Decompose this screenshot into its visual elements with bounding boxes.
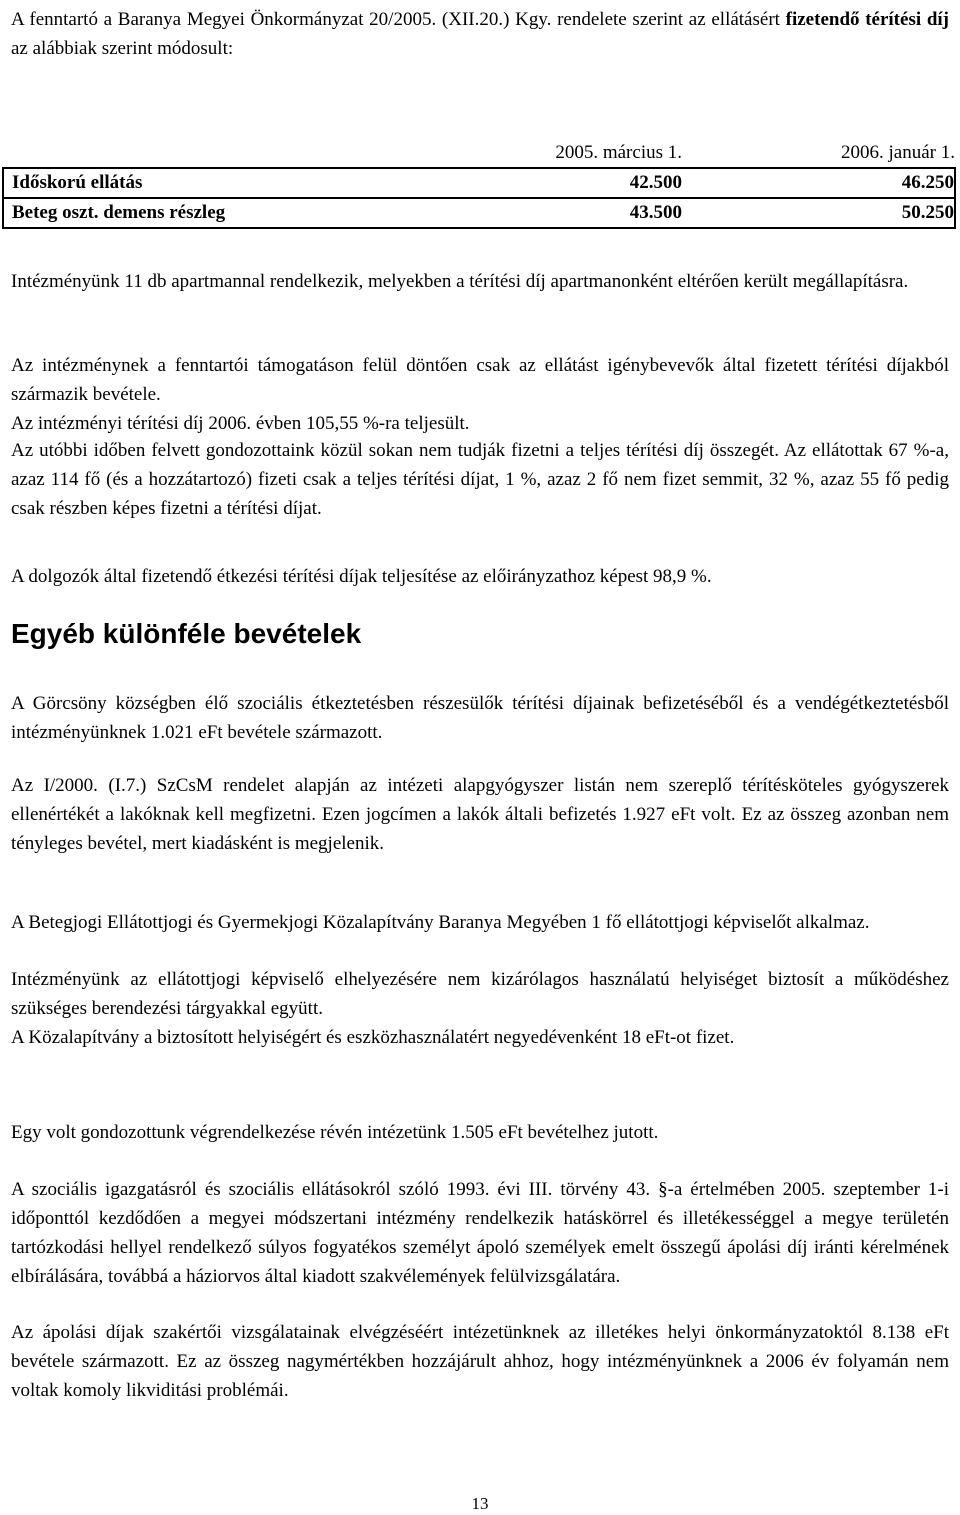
foundation-paragraph-3: A Közalapítvány a biztosított helyiségért és eszközhasználatért negyedévenként 18 eFt-ot fizet. xyxy=(11,1027,735,1048)
value-2006: 46.250 xyxy=(682,168,955,198)
gorcsony-paragraph: A Görcsöny községben élő szociális étkeztetésben részesülők térítési díjainak befizetéséből és a vendégétkeztetésből intézményünknek 1.021 eFt bevétele származott. xyxy=(11,693,949,743)
row-label: Beteg oszt. demens részleg xyxy=(3,198,524,228)
intro-bold-text: fizetendő térítési díj xyxy=(785,9,950,30)
fulfillment-paragraph: Az intézményi térítési díj 2006. évben 105,55 %-ra teljesült. xyxy=(11,413,470,434)
medicine-paragraph: Az I/2000. (I.7.) SzCsM rendelet alapján az intézeti alapgyógyszer listán nem szereplő térítésköteles gyógyszerek ellenértékét a lakóknak kell megfizetni. Ezen jogcímen a lakók általi befizetés 1.927 eFt volt. Ez az összeg azonban nem tényleges bevétel, mert kiadásként is megjelenik. xyxy=(11,775,949,854)
header-2005: 2005. március 1. xyxy=(555,142,682,163)
apartments-paragraph: Intézményünk 11 db apartmannal rendelkezik, melyekben a térítési díj apartmanonként eltérően került megállapításra. xyxy=(11,271,909,292)
revenue-paragraph: Az intézménynek a fenntartói támogatáson felül döntően csak az ellátást igénybevevők által fizetett térítési díjakból származik bevétele. xyxy=(11,355,949,405)
intro-text-2: az alábbiak szerint módosult: xyxy=(11,38,234,59)
table-row xyxy=(3,168,955,198)
intro-paragraph xyxy=(11,5,949,63)
section-heading: Egyéb különféle bevételek xyxy=(11,618,362,649)
value-2005: 42.500 xyxy=(524,168,682,198)
foundation-paragraph-1: A Betegjogi Ellátottjogi és Gyermekjogi Közalapítvány Baranya Megyében 1 fő ellátottjogi képviselőt alkalmaz. xyxy=(11,912,870,933)
row-label: Időskorú ellátás xyxy=(3,168,524,198)
page-number: 13 xyxy=(471,1494,489,1513)
table-row xyxy=(3,198,955,228)
value-2005: 43.500 xyxy=(524,198,682,228)
will-paragraph: Egy volt gondozottunk végrendelkezése révén intézetünk 1.505 eFt bevételhez jutott. xyxy=(11,1122,659,1143)
value-2006: 50.250 xyxy=(682,198,955,228)
law-paragraph: A szociális igazgatásról és szociális ellátásokról szóló 1993. évi III. törvény 43. §-a értelmében 2005. szeptember 1-i időponttól kezdődően a megyei módszertani intézmény rendelkezik hatáskörrel és illetékességgel a megye területén tartózkodási hellyel rendelkező súlyos fogyatékos személyt ápoló személyek emelt összegű ápolási díj iránti kérelmének elbírálására, továbbá a háziorvos által kiadott szakvélemények felülvizsgálatára. xyxy=(11,1179,949,1287)
header-empty-cell xyxy=(3,139,524,168)
meals-paragraph: A dolgozók által fizetendő étkezési térítési díjak teljesítése az előirányzathoz képest 98,9 %. xyxy=(11,566,712,587)
expert-paragraph: Az ápolási díjak szakértői vizsgálatainak elvégzéséért intézetünknek az illetékes helyi önkormányzatoktól 8.138 eFt bevétele származott. Ez az összeg nagymértékben hozzájárult ahhoz, hogy intézményünknek a 2006 év folyamán nem voltak komoly likviditási problémái. xyxy=(11,1322,949,1401)
foundation-paragraph-2: Intézményünk az ellátottjogi képviselő elhelyezésére nem kizárólagos használatú helyiséget biztosít a működéshez szükséges berendezési tárgyakkal együtt. xyxy=(11,969,949,1019)
fee-table xyxy=(2,139,956,229)
residents-paragraph: Az utóbbi időben felvett gondozottaink közül sokan nem tudják fizetni a teljes térítési díj összegét. Az ellátottak 67 %-a, azaz 114 fő (és a hozzátartozó) fizeti csak a teljes térítési díjat, 1 %, azaz 2 fő nem fizet semmit, 32 %, azaz 55 fő pedig csak részben képes fizetni a térítési díjat. xyxy=(11,440,949,519)
fee-table-header xyxy=(3,139,955,168)
header-2006: 2006. január 1. xyxy=(841,142,955,163)
intro-text-1: A fenntartó a Baranya Megyei Önkormányzat 20/2005. (XII.20.) Kgy. rendelete szerint az ellátásért xyxy=(11,9,786,30)
